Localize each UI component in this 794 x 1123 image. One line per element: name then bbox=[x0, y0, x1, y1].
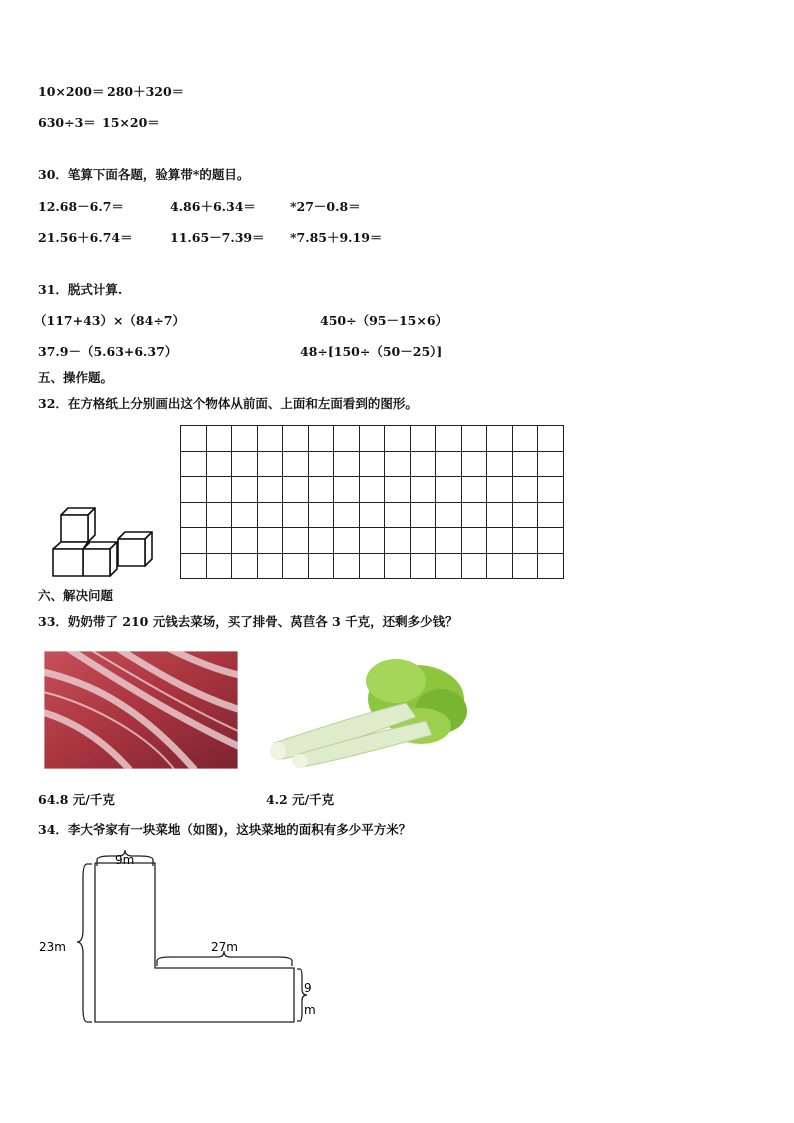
grid-cell[interactable] bbox=[410, 502, 436, 528]
grid-cell[interactable] bbox=[461, 502, 487, 528]
grid-cell[interactable] bbox=[461, 528, 487, 554]
grid-cell[interactable] bbox=[232, 553, 258, 579]
grid-cell[interactable] bbox=[283, 502, 309, 528]
q31-item-1: （117+43）×（84÷7） bbox=[34, 313, 186, 328]
l-shaped-plot-diagram bbox=[30, 848, 340, 1028]
grid-cell[interactable] bbox=[232, 426, 258, 452]
pork-ribs-image bbox=[44, 651, 238, 769]
grid-cell[interactable] bbox=[232, 451, 258, 477]
dim-right-9: 9 bbox=[304, 981, 312, 995]
grid-cell[interactable] bbox=[436, 502, 462, 528]
lettuce-image bbox=[266, 651, 470, 769]
grid-cell[interactable] bbox=[206, 502, 232, 528]
grid-cell[interactable] bbox=[436, 451, 462, 477]
q31-item-4: 48÷[150÷（50－25）] bbox=[300, 344, 443, 359]
grid-cell[interactable] bbox=[232, 528, 258, 554]
grid-cell[interactable] bbox=[283, 528, 309, 554]
grid-cell[interactable] bbox=[512, 451, 538, 477]
grid-row bbox=[181, 451, 564, 477]
grid-cell[interactable] bbox=[385, 477, 411, 503]
grid-paper[interactable] bbox=[180, 425, 564, 579]
grid-cell[interactable] bbox=[257, 528, 283, 554]
grid-cell[interactable] bbox=[283, 477, 309, 503]
grid-cell[interactable] bbox=[359, 553, 385, 579]
grid-cell[interactable] bbox=[461, 426, 487, 452]
grid-cell[interactable] bbox=[385, 451, 411, 477]
q30-item-2: 4.86＋6.34＝ bbox=[170, 199, 256, 214]
calc-10x200: 10×200＝ bbox=[38, 84, 105, 99]
grid-cell[interactable] bbox=[538, 528, 564, 554]
grid-cell[interactable] bbox=[359, 528, 385, 554]
grid-cell[interactable] bbox=[232, 477, 258, 503]
grid-cell[interactable] bbox=[181, 426, 207, 452]
grid-cell[interactable] bbox=[283, 553, 309, 579]
grid-cell[interactable] bbox=[181, 477, 207, 503]
grid-cell[interactable] bbox=[487, 528, 513, 554]
calc-280+320: 280＋320＝ bbox=[107, 84, 185, 99]
q30-item-4: 21.56＋6.74＝ bbox=[38, 230, 133, 245]
q30-title: 30．笔算下面各题，验算带*的题目。 bbox=[38, 167, 250, 182]
grid-cell[interactable] bbox=[334, 426, 360, 452]
grid-cell[interactable] bbox=[436, 426, 462, 452]
grid-cell[interactable] bbox=[410, 451, 436, 477]
q34-title: 34．李大爷家有一块菜地（如图)，这块菜地的面积有多少平方米？ bbox=[38, 822, 412, 837]
cube-front-face bbox=[61, 515, 88, 542]
grid-cell[interactable] bbox=[461, 451, 487, 477]
grid-cell[interactable] bbox=[487, 477, 513, 503]
grid-cell[interactable] bbox=[359, 426, 385, 452]
q31-item-3: 37.9－（5.63+6.37） bbox=[38, 344, 178, 359]
grid-cell[interactable] bbox=[308, 451, 334, 477]
grid-cell[interactable] bbox=[206, 553, 232, 579]
q30-item-6: *7.85＋9.19＝ bbox=[290, 230, 383, 245]
grid-cell[interactable] bbox=[334, 528, 360, 554]
grid-cell[interactable] bbox=[232, 502, 258, 528]
grid-cell[interactable] bbox=[512, 553, 538, 579]
cube-side-face bbox=[88, 508, 95, 542]
grid-cell[interactable] bbox=[385, 426, 411, 452]
grid-cell[interactable] bbox=[487, 553, 513, 579]
dim-mid-27m: 27m bbox=[211, 940, 238, 954]
grid-cell[interactable] bbox=[436, 477, 462, 503]
grid-cell[interactable] bbox=[257, 553, 283, 579]
grid-cell[interactable] bbox=[461, 553, 487, 579]
grid-cell[interactable] bbox=[512, 502, 538, 528]
grid-cell[interactable] bbox=[283, 426, 309, 452]
grid-cell[interactable] bbox=[206, 528, 232, 554]
grid-cell[interactable] bbox=[206, 451, 232, 477]
dim-right-m: m bbox=[304, 1003, 316, 1017]
q33-title: 33．奶奶带了 210 元钱去菜场，买了排骨、莴苣各 3 千克，还剩多少钱？ bbox=[38, 614, 458, 629]
grid-cell[interactable] bbox=[283, 451, 309, 477]
grid-cell[interactable] bbox=[538, 426, 564, 452]
grid-cell[interactable] bbox=[487, 451, 513, 477]
grid-cell[interactable] bbox=[308, 502, 334, 528]
calc-15x20: 15×20＝ bbox=[102, 115, 160, 130]
grid-row bbox=[181, 426, 564, 452]
grid-cell[interactable] bbox=[308, 528, 334, 554]
q32-title: 32．在方格纸上分别画出这个物体从前面、上面和左面看到的图形。 bbox=[38, 396, 418, 411]
section-6-heading: 六、解决问题 bbox=[38, 588, 114, 603]
grid-cell[interactable] bbox=[436, 528, 462, 554]
dim-top-9m: 9m bbox=[115, 853, 135, 867]
cube-stack-figure bbox=[48, 502, 160, 580]
grid-cell[interactable] bbox=[538, 553, 564, 579]
grid-cell[interactable] bbox=[410, 477, 436, 503]
grid-cell[interactable] bbox=[308, 553, 334, 579]
grid-cell[interactable] bbox=[181, 451, 207, 477]
grid-cell[interactable] bbox=[538, 451, 564, 477]
grid-row bbox=[181, 528, 564, 554]
grid-cell[interactable] bbox=[257, 451, 283, 477]
grid-cell[interactable] bbox=[512, 426, 538, 452]
grid-cell[interactable] bbox=[436, 553, 462, 579]
grid-cell[interactable] bbox=[359, 477, 385, 503]
grid-cell[interactable] bbox=[538, 477, 564, 503]
dim-left-23m: 23m bbox=[39, 940, 66, 954]
lettuce-price: 4.2 元/千克 bbox=[266, 792, 335, 807]
q31-item-2: 450÷（95－15×6） bbox=[320, 313, 449, 328]
grid-cell[interactable] bbox=[334, 553, 360, 579]
grid-row bbox=[181, 553, 564, 579]
grid-cell[interactable] bbox=[359, 451, 385, 477]
grid-cell[interactable] bbox=[359, 502, 385, 528]
grid-cell[interactable] bbox=[385, 528, 411, 554]
grid-cell[interactable] bbox=[334, 477, 360, 503]
grid-cell[interactable] bbox=[512, 528, 538, 554]
grid-cell[interactable] bbox=[257, 426, 283, 452]
q30-item-1: 12.68－6.7＝ bbox=[38, 199, 124, 214]
grid-cell[interactable] bbox=[206, 477, 232, 503]
ribs-price: 64.8 元/千克 bbox=[38, 792, 115, 807]
calc-630div3: 630÷3＝ bbox=[38, 115, 96, 130]
grid-cell[interactable] bbox=[206, 426, 232, 452]
grid-row bbox=[181, 502, 564, 528]
grid-cell[interactable] bbox=[308, 477, 334, 503]
grid-cell[interactable] bbox=[385, 553, 411, 579]
grid-cell[interactable] bbox=[181, 553, 207, 579]
grid-cell[interactable] bbox=[461, 477, 487, 503]
grid-cell[interactable] bbox=[334, 451, 360, 477]
grid-cell[interactable] bbox=[410, 528, 436, 554]
q30-item-5: 11.65－7.39＝ bbox=[170, 230, 265, 245]
grid-cell[interactable] bbox=[308, 426, 334, 452]
grid-cell[interactable] bbox=[512, 477, 538, 503]
grid-cell[interactable] bbox=[410, 426, 436, 452]
grid-cell[interactable] bbox=[181, 528, 207, 554]
grid-cell[interactable] bbox=[487, 426, 513, 452]
grid-cell[interactable] bbox=[334, 502, 360, 528]
grid-cell[interactable] bbox=[181, 502, 207, 528]
grid-cell[interactable] bbox=[257, 502, 283, 528]
q31-title: 31．脱式计算. bbox=[38, 282, 123, 297]
section-5-heading: 五、操作题。 bbox=[38, 370, 114, 385]
grid-cell[interactable] bbox=[385, 502, 411, 528]
grid-cell[interactable] bbox=[257, 477, 283, 503]
q30-item-3: *27－0.8＝ bbox=[290, 199, 361, 214]
grid-cell[interactable] bbox=[538, 502, 564, 528]
grid-row bbox=[181, 477, 564, 503]
grid-cell[interactable] bbox=[410, 553, 436, 579]
grid-cell[interactable] bbox=[487, 502, 513, 528]
